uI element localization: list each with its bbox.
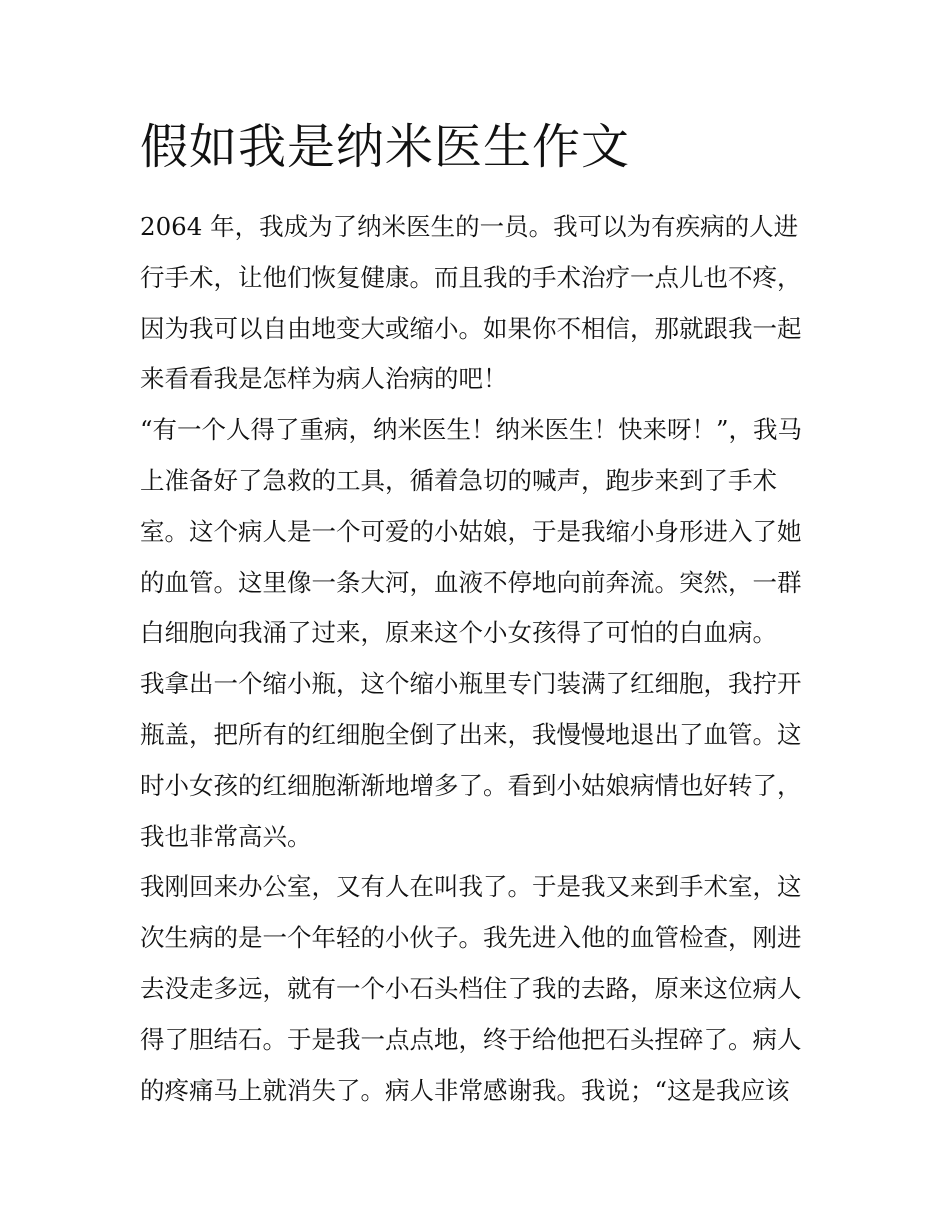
text-line: 2064 年，我成为了纳米医生的一员。我可以为有疾病的人进 [140, 212, 799, 241]
page-title: 假如我是纳米医生作文 [140, 119, 631, 175]
text-line: 我刚回来办公室，又有人在叫我了。于是我又来到手术室，这 [140, 872, 802, 902]
text-line: “有一个人得了重病，纳米医生！纳米医生！快来呀！”，我马 [140, 415, 803, 445]
text-line: 时小女孩的红细胞渐渐地增多了。看到小姑娘病情也好转了， [140, 770, 802, 800]
text-line: 白细胞向我涌了过来，原来这个小女孩得了可怕的白血病。 [140, 618, 777, 648]
text-line: 去没走多远，就有一个小石头档住了我的去路，原来这位病人 [140, 973, 802, 1003]
text-line: 我拿出一个缩小瓶，这个缩小瓶里专门装满了红细胞，我拧开 [140, 669, 802, 699]
text-line: 瓶盖，把所有的红细胞全倒了出来，我慢慢地退出了血管。这 [140, 719, 802, 749]
text-line: 因为我可以自由地变大或缩小。如果你不相信，那就跟我一起 [140, 313, 802, 343]
text-line: 的疼痛马上就消失了。病人非常感谢我。我说；“这是我应该 [140, 1075, 790, 1105]
text-line: 上准备好了急救的工具，循着急切的喊声，跑步来到了手术 [140, 465, 777, 495]
text-line: 的血管。这里像一条大河，血液不停地向前奔流。突然，一群 [140, 567, 802, 597]
text-line: 次生病的是一个年轻的小伙子。我先进入他的血管检查，刚进 [140, 923, 802, 953]
document-page [140, 112, 816, 1116]
text-line: 室。这个病人是一个可爱的小姑娘，于是我缩小身形进入了她 [140, 516, 802, 546]
text-line: 得了胆结石。于是我一点点地，终于给他把石头捏碎了。病人 [140, 1024, 802, 1054]
text-line: 行手术，让他们恢复健康。而且我的手术治疗一点儿也不疼， [140, 262, 802, 292]
essay-body [140, 202, 816, 1116]
text-line: 来看看我是怎样为病人治病的吧！ [140, 364, 508, 394]
text-line: 我也非常高兴。 [140, 821, 312, 851]
